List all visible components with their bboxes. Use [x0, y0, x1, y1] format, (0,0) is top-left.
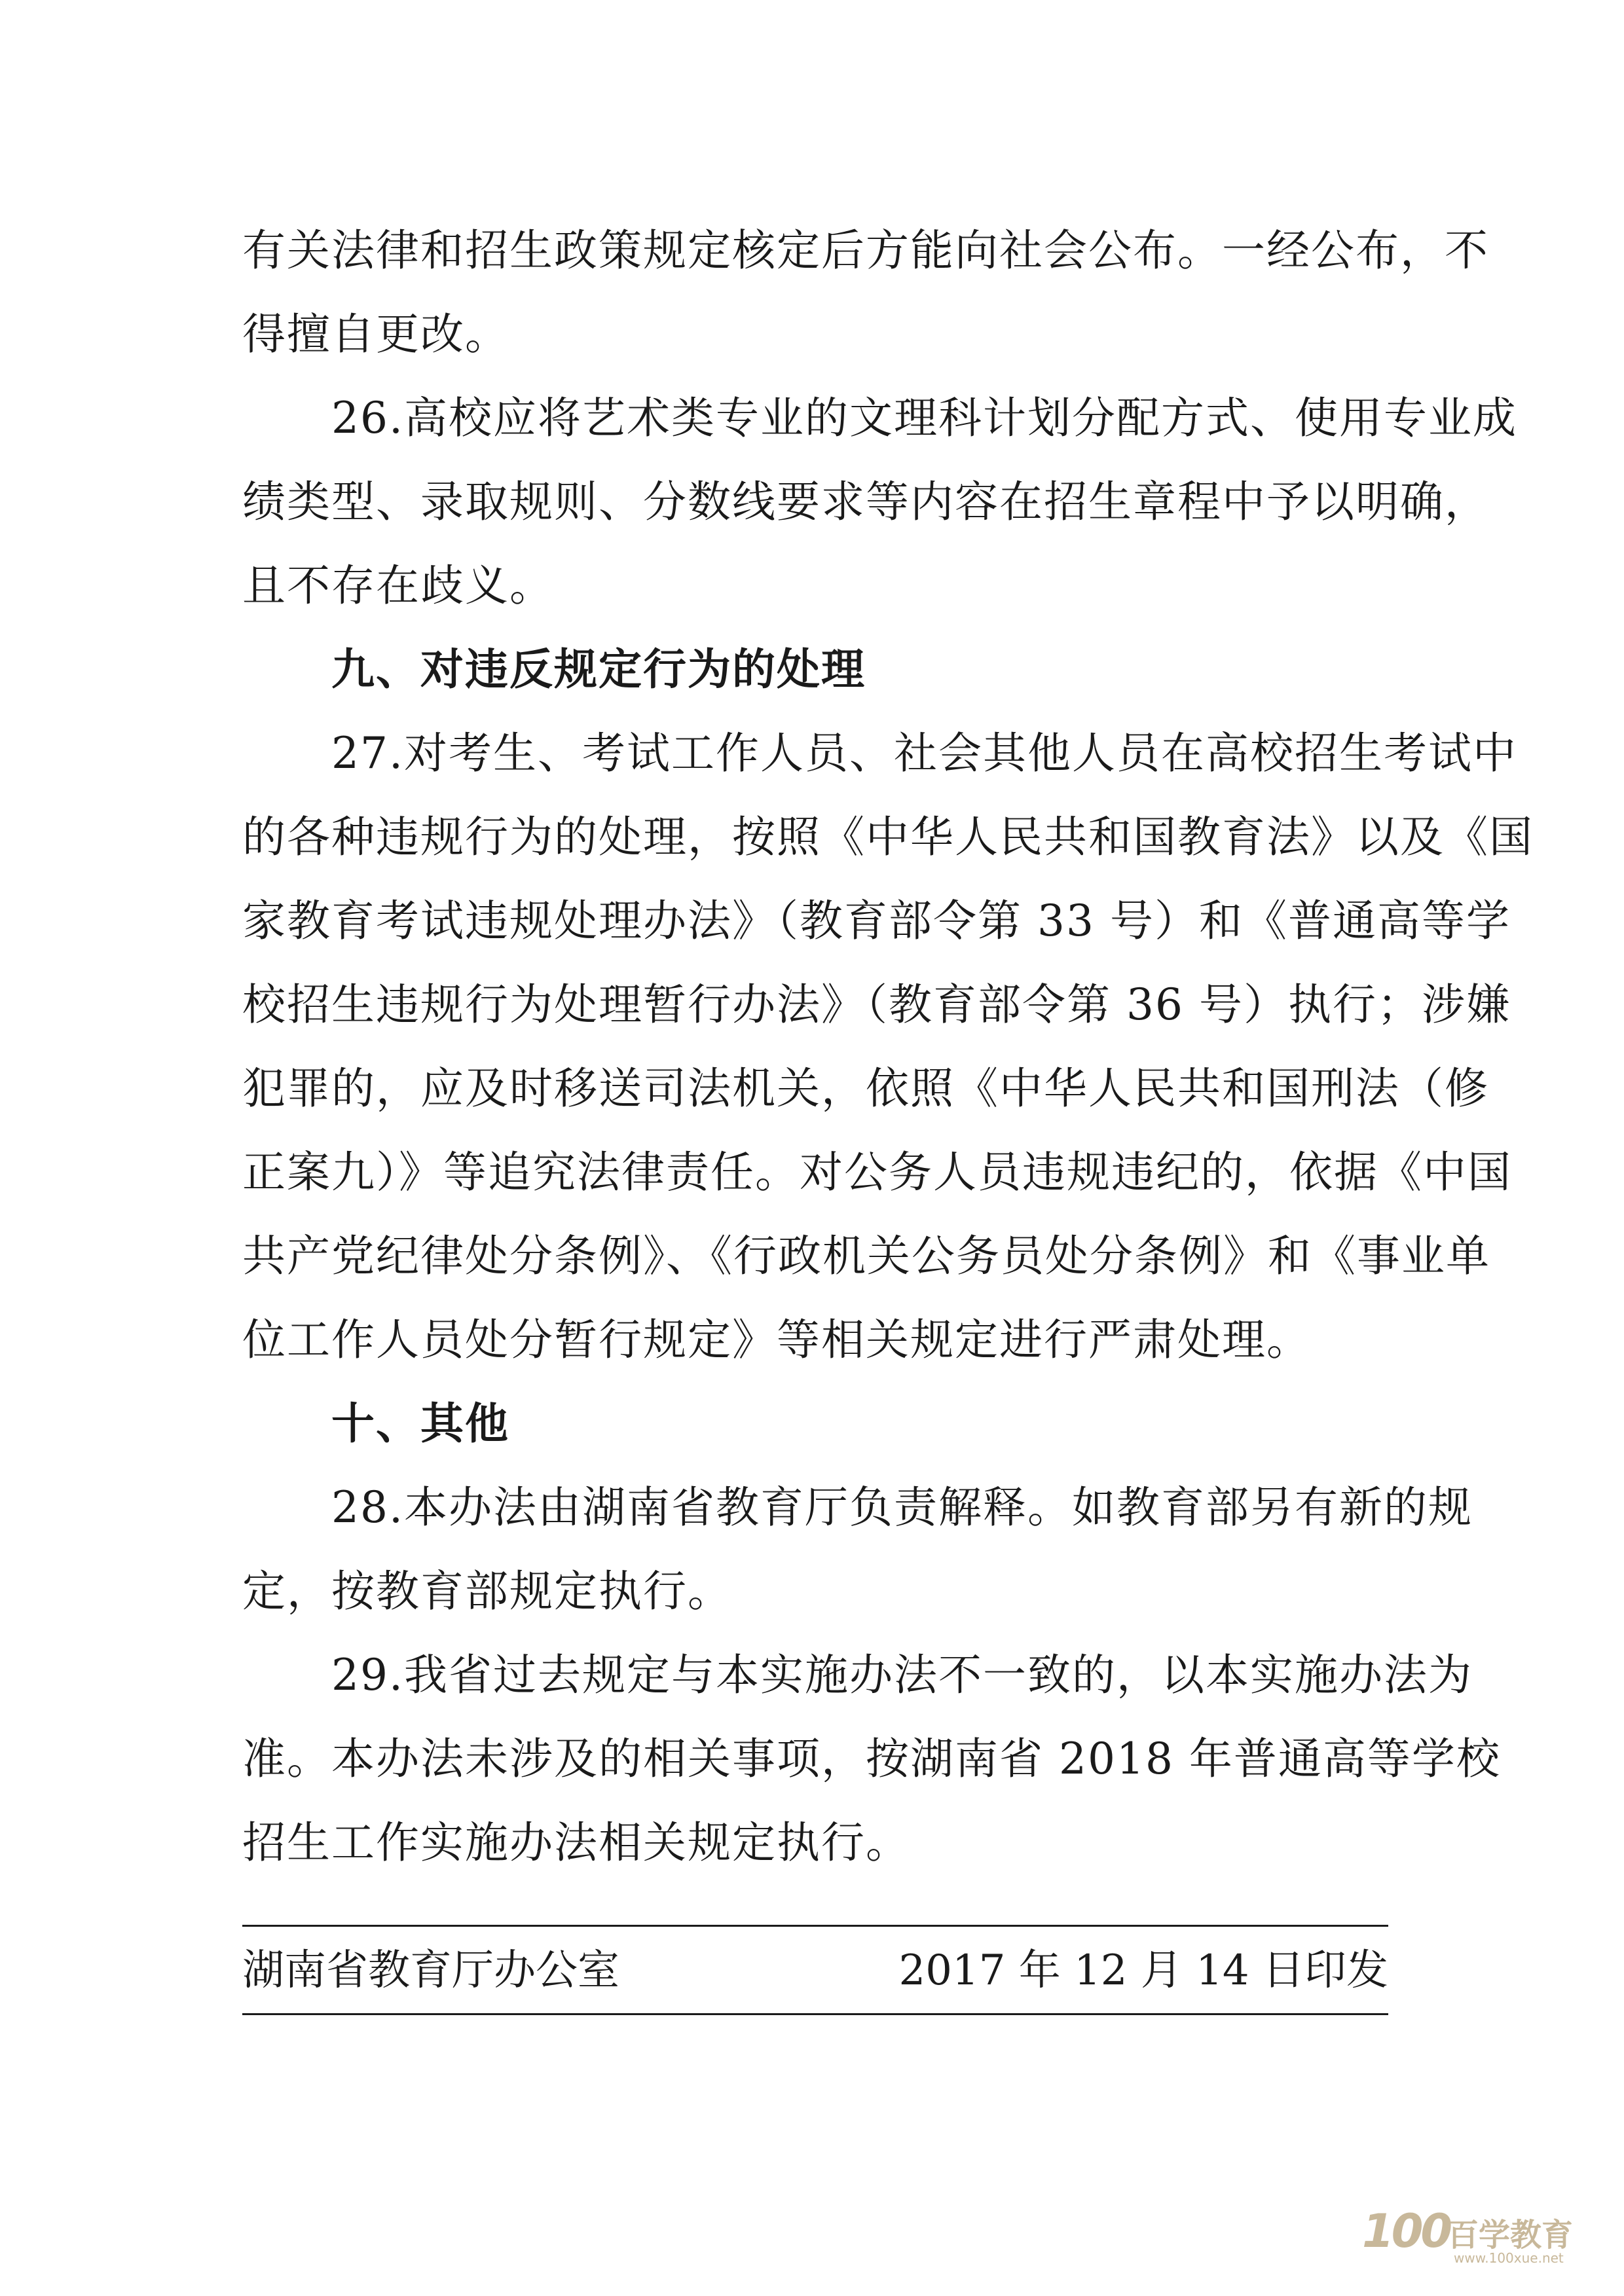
text-line: 26.高校应将艺术类专业的文理科计划分配方式、使用专业成 — [331, 393, 1517, 443]
text-line: 犯罪的，应及时移送司法机关，依照《中华人民共和国刑法（修 — [242, 1063, 1489, 1114]
watermark-logo: 100 — [1362, 2204, 1450, 2258]
footer-top-rule — [242, 1925, 1388, 1927]
footer-bottom-rule — [242, 2013, 1388, 2015]
text-line: 绩类型、录取规则、分数线要求等内容在招生章程中予以明确， — [242, 477, 1489, 527]
text-line: 得擅自更改。 — [242, 309, 509, 359]
text-line: 的各种违规行为的处理，按照《中华人民共和国教育法》以及《国 — [242, 812, 1534, 862]
text-line: 位工作人员处分暂行规定》等相关规定进行严肃处理。 — [242, 1315, 1311, 1365]
text-line: 有关法律和招生政策规定核定后方能向社会公布。一经公布，不 — [242, 225, 1489, 276]
text-line: 校招生违规行为处理暂行办法》（教育部令第 36 号）执行；涉嫌 — [242, 979, 1511, 1030]
text-line: 准。本办法未涉及的相关事项，按湖南省 2018 年普通高等学校 — [242, 1734, 1501, 1784]
section-heading: 十、其他 — [331, 1398, 509, 1449]
footer-issuer: 湖南省教育厅办公室 — [242, 1946, 619, 1995]
text-line: 且不存在歧义。 — [242, 560, 554, 611]
footer-row — [242, 1944, 1388, 1997]
text-line: 27.对考生、考试工作人员、社会其他人员在高校招生考试中 — [331, 728, 1517, 778]
section-heading: 九、对违反规定行为的处理 — [331, 644, 866, 695]
text-line: 招生工作实施办法相关规定执行。 — [242, 1817, 910, 1868]
footer-date: 2017 年 12 月 14 日印发 — [898, 1946, 1388, 1995]
text-line: 29.我省过去规定与本实施办法不一致的，以本实施办法为 — [331, 1650, 1473, 1700]
watermark-url: www.100xue.net — [1454, 2250, 1564, 2266]
document-body — [242, 225, 1534, 1905]
watermark — [1362, 2198, 1585, 2276]
watermark-text: 百学教育 — [1447, 2217, 1574, 2253]
text-line: 正案九）》等追究法律责任。对公务人员违规违纪的，依据《中国 — [242, 1147, 1512, 1197]
text-line: 28.本办法由湖南省教育厅负责解释。如教育部另有新的规 — [331, 1482, 1473, 1533]
text-line: 定，按教育部规定执行。 — [242, 1566, 732, 1616]
text-line: 共产党纪律处分条例》、《行政机关公务员处分条例》和《事业单 — [242, 1231, 1490, 1281]
text-line: 家教育考试违规处理办法》（教育部令第 33 号）和《普通高等学 — [242, 896, 1511, 946]
